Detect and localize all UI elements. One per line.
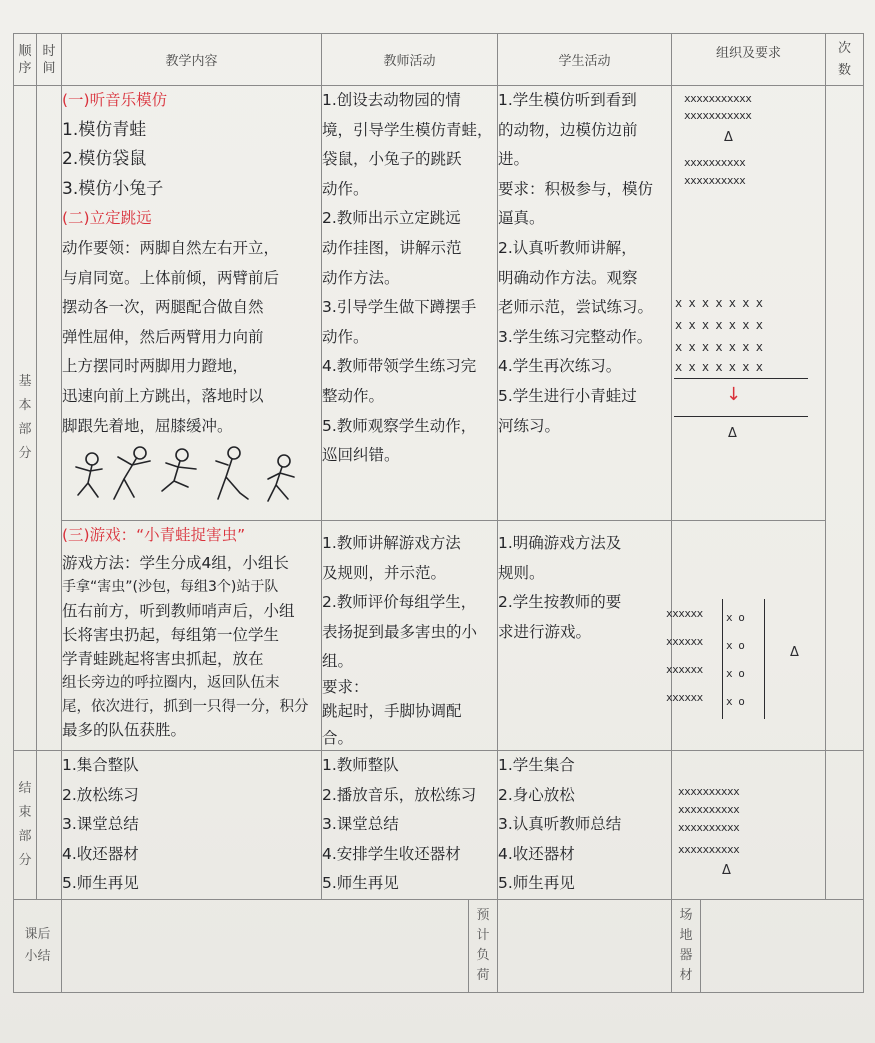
header-org: 组织及要求 [672,34,826,86]
content-heading-music: (一)听音乐模仿 [62,91,168,109]
content-line: 弹性屈伸，然后两臂用力向前 [62,327,264,346]
student-line: 5.学生进行小青蛙过 [498,386,637,405]
basic-count-cell [826,86,864,751]
ending-row [14,751,864,900]
load-label: 预 计 负 荷 [476,907,490,983]
stick-figure-3 [162,449,196,491]
formation-row: xxxxxx [666,607,703,620]
load-value-cell [498,899,672,992]
load-label-cell [468,900,497,992]
formation-row: xxxxxx [666,663,703,676]
jump-sequence-figures [62,443,302,513]
teacher-line: 袋鼠，小兔子的跳跃 [322,150,462,169]
content-line: 游戏方法：学生分成4组，小组长 [62,553,289,572]
teacher-line: 4.教师带领学生练习完 [322,357,477,376]
game-lane-line [722,599,723,719]
content-line: 手拿“害虫”(沙包，每组3个)站于队 [62,578,279,595]
formation-row: xxxxxx [666,635,703,648]
teacher-line: 巡回纠错。 [322,446,400,465]
hoop-target-mark: x o [726,639,745,652]
finish-line [674,416,808,417]
teacher-line: 4.安排学生收还器材 [322,844,461,863]
hoop-target-mark: x o [726,695,745,708]
student-line: 2.认真听教师讲解， [498,238,637,257]
student-line: 1.明确游戏方法及 [498,534,622,552]
basic-student-game [498,521,672,751]
venue-label: 场 地 器 材 [679,907,693,983]
teacher-line: 3.引导学生做下蹲摆手 [322,298,477,317]
ending-student [498,751,672,900]
formation-row: xxxxxxxxxx [684,156,746,169]
content-line: 1.模仿青蛙 [62,119,147,140]
formation-row: x x x x x x x [675,360,763,374]
teacher-position-icon: Δ [722,863,731,878]
game-lane-line [764,599,765,719]
header-row [14,34,864,86]
stick-figure-2 [114,447,150,499]
basic-time-cell [37,86,62,751]
basic-student-top [498,86,672,521]
basic-content-game [62,521,322,751]
student-line: 要求：积极参与，模仿 [498,179,654,198]
teacher-line: 2.教师评价每组学生， [322,593,477,612]
content-line: 2.放松练习 [62,785,139,804]
formation-row: xxxxxxxxxx [678,803,740,816]
student-line: 逼真。 [498,209,545,228]
content-line: 脚跟先着地，屈膝缓冲。 [62,416,233,435]
content-line: 最多的队伍获胜。 [62,720,187,739]
lesson-plan-table [13,33,864,993]
header-time: 时 间 [37,34,62,86]
basic-row-top [14,86,864,521]
basic-teacher-top [322,86,498,521]
student-line: 进。 [498,150,530,169]
teacher-line: 合。 [322,728,354,747]
teacher-line: 1.创设去动物园的情 [322,91,461,109]
content-line: 3.模仿小兔子 [62,178,164,199]
content-line: 动作要领：两脚自然左右开立， [62,238,280,257]
teacher-line: 动作。 [322,327,369,346]
student-line: 老师示范，尝试练习。 [498,298,654,317]
teacher-line: 动作方法。 [322,268,400,287]
formation-row: xxxxxxxxxxx [684,92,752,105]
hoop-target-mark: x o [726,611,745,624]
formation-row: xxxxxxxxxx [684,174,746,187]
student-line: 4.收还器材 [498,844,575,863]
content-line: 4.收还器材 [62,844,139,863]
stick-figure-5 [268,455,294,501]
content-line: 组长旁边的呼拉圈内，返回队伍末 [62,674,280,691]
teacher-line: 动作。 [322,179,369,198]
ending-org [672,751,826,900]
teacher-line: 跳起时，手脚协调配 [322,701,462,720]
content-heading-jump: (二)立定跳远 [62,209,152,228]
content-line: 迅速向前上方跳出，落地时以 [62,386,264,405]
venue-label-cell [672,900,701,992]
teacher-position-icon: Δ [790,645,799,660]
student-line: 规则。 [498,563,545,582]
teacher-line: 2.教师出示立定跳远 [322,209,461,228]
ending-teacher [322,751,498,900]
formation-row: x x x x x x x [675,296,763,310]
teacher-line: 组。 [322,652,354,671]
teacher-line: 2.播放音乐，放松练习 [322,785,477,804]
content-line: 学青蛙跳起将害虫抓起，放在 [62,649,264,668]
basic-row-game [14,521,864,751]
formation-row: xxxxxxxxxxx [684,109,752,122]
student-line: 4.学生再次练习。 [498,357,622,376]
footer-row [14,899,864,992]
teacher-line: 表扬捉到最多害虫的小 [322,622,478,641]
content-line: 3.课堂总结 [62,815,139,833]
content-line: 伍右前方，听到教师哨声后，小组 [62,601,295,620]
content-line: 长将害虫扔起，每组第一位学生 [62,625,280,644]
summary-cell [62,899,498,992]
teacher-line: 1.教师讲解游戏方法 [322,534,461,552]
teacher-position-icon: Δ [728,426,737,441]
basic-org-top [672,86,826,521]
header-teacher: 教师活动 [322,34,498,86]
teacher-position-icon: Δ [724,130,733,145]
teacher-line: 整动作。 [322,386,385,405]
teacher-line: 5.师生再见 [322,874,399,892]
section-end-label: 结 束 部 分 [14,751,37,900]
section-basic-label: 基 本 部 分 [14,86,37,751]
basic-content-top [62,86,322,521]
teacher-line: 3.课堂总结 [322,815,399,833]
student-line: 明确动作方法。观察 [498,268,638,287]
teacher-line: 及规则，并示范。 [322,563,447,582]
stick-figure-4 [216,447,248,499]
header-order: 顺 序 [14,34,37,86]
teacher-line: 动作挂图，讲解示范 [322,238,462,257]
content-line: 尾，依次进行，抓到一只得一分，积分 [62,698,309,715]
ending-time-cell [37,751,62,900]
teacher-line: 要求： [322,677,369,696]
summary-label: 课后 小结 [14,899,62,992]
header-count: 次 数 [826,34,864,86]
student-line: 1.学生集合 [498,756,575,774]
venue-cell [672,899,864,992]
student-line: 1.学生模仿听到看到 [498,91,637,109]
stick-figure-1 [76,453,102,497]
student-line: 2.身心放松 [498,785,575,804]
teacher-line: 5.教师观察学生动作， [322,416,477,435]
student-line: 的动物，边模仿边前 [498,120,638,139]
hoop-target-mark: x o [726,667,745,680]
content-line: 与肩同宽。上体前倾，两臂前后 [62,268,280,287]
formation-row: x x x x x x x [675,340,763,354]
student-line: 2.学生按教师的要 [498,593,622,612]
ending-content [62,751,322,900]
ending-count-cell [826,751,864,900]
content-line: 5.师生再见 [62,874,139,892]
basic-org-game [666,521,826,751]
teacher-line: 1.教师整队 [322,756,399,774]
content-line: 摆动各一次，两腿配合做自然 [62,298,264,317]
content-line: 上方摆同时两脚用力蹬地， [62,357,249,376]
start-line [674,378,808,379]
basic-teacher-game [322,521,498,751]
student-line: 求进行游戏。 [498,622,592,641]
student-line: 3.学生练习完整动作。 [498,327,653,346]
header-student: 学生活动 [498,34,672,86]
formation-row: xxxxxxxxxx [678,785,740,798]
header-content: 教学内容 [62,34,322,86]
formation-row: xxxxxxxxxx [678,821,740,834]
down-arrow-icon: ↓ [726,384,742,405]
content-heading-game: (三)游戏：“小青蛙捉害虫” [62,526,246,544]
content-line: 1.集合整队 [62,756,139,774]
student-line: 河练习。 [498,416,561,435]
content-line: 2.模仿袋鼠 [62,149,147,170]
formation-row: xxxxxx [666,691,703,704]
student-line: 3.认真听教师总结 [498,815,622,833]
formation-row: xxxxxxxxxx [678,843,740,856]
formation-row: x x x x x x x [675,318,763,332]
teacher-line: 境，引导学生模仿青蛙， [322,120,493,139]
student-line: 5.师生再见 [498,874,575,892]
